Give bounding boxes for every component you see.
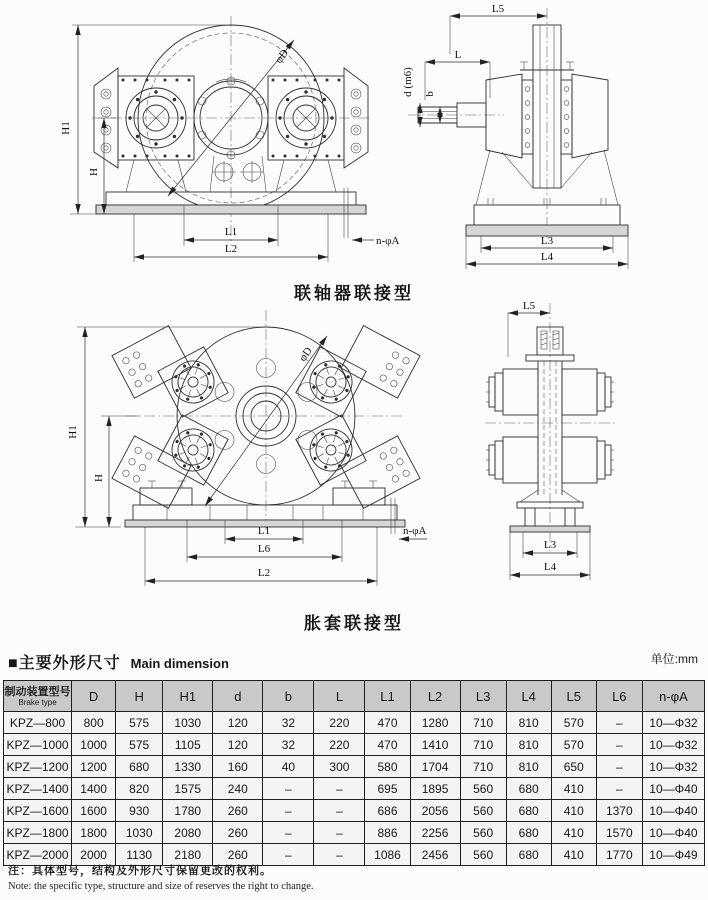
value-cell: 1400 xyxy=(72,778,116,800)
value-cell: 260 xyxy=(213,822,263,844)
dimension-phiD xyxy=(205,336,327,506)
sleeve-side-view-drawing xyxy=(455,295,670,605)
column-header: n-φA xyxy=(642,681,704,712)
value-cell: 1800 xyxy=(72,822,116,844)
value-cell: 1030 xyxy=(163,712,213,734)
value-cell: 1704 xyxy=(410,756,460,778)
value-cell: 1280 xyxy=(410,712,460,734)
model-header-en: Brake type xyxy=(18,697,57,707)
value-cell: 410 xyxy=(551,822,596,844)
b-label: b xyxy=(424,91,436,97)
H-label: H xyxy=(93,474,105,482)
value-cell: 680 xyxy=(506,800,551,822)
L-label: L xyxy=(454,49,462,61)
sleeve-figure-caption: 胀套联接型 xyxy=(304,614,404,633)
value-cell: 1130 xyxy=(116,844,163,866)
value-cell: 820 xyxy=(116,778,163,800)
value-cell: 2456 xyxy=(410,844,460,866)
L1-label: L1 xyxy=(224,226,238,238)
value-cell: 410 xyxy=(551,778,596,800)
value-cell: 570 xyxy=(551,734,596,756)
dimension-H1 xyxy=(67,327,261,527)
value-cell: 120 xyxy=(213,734,263,756)
model-column-header xyxy=(4,681,72,712)
column-header: L4 xyxy=(506,681,551,712)
value-cell: 930 xyxy=(116,800,163,822)
value-cell: – xyxy=(596,778,642,800)
disc-assembly xyxy=(125,310,403,530)
column-header: L xyxy=(314,681,365,712)
L4-label: L4 xyxy=(540,251,554,263)
value-cell: 1200 xyxy=(72,756,116,778)
value-cell: 260 xyxy=(213,800,263,822)
L1-label: L1 xyxy=(257,525,271,537)
model-cell: KPZ—1000 xyxy=(4,734,72,756)
dimension-n-phiA xyxy=(352,235,400,247)
model-cell: KPZ—1800 xyxy=(4,822,72,844)
section-title-zh: ■主要外形尺寸 xyxy=(8,655,121,672)
value-cell: 470 xyxy=(365,712,410,734)
value-cell: 2056 xyxy=(410,800,460,822)
value-cell: 1330 xyxy=(163,756,213,778)
section-header xyxy=(8,650,229,673)
column-header: L5 xyxy=(551,681,596,712)
value-cell: 300 xyxy=(314,756,365,778)
value-cell: 10—Φ32 xyxy=(642,734,704,756)
model-cell: KPZ—800 xyxy=(4,712,72,734)
value-cell: 260 xyxy=(213,844,263,866)
value-cell: 240 xyxy=(213,778,263,800)
value-cell: 220 xyxy=(314,734,365,756)
coupling-side-view-drawing xyxy=(402,0,702,272)
value-cell: 120 xyxy=(213,712,263,734)
value-cell: 10—Φ40 xyxy=(642,778,704,800)
L5-label: L5 xyxy=(491,3,505,15)
L2-label: L2 xyxy=(224,243,238,255)
table-row xyxy=(4,822,705,844)
footnotes xyxy=(8,862,314,892)
model-header-zh: 制动装置型号 xyxy=(4,685,71,698)
value-cell: 220 xyxy=(314,712,365,734)
note-zh: 注：具体型号，结构及外形尺寸保留更改的权利。 xyxy=(8,865,272,877)
model-cell: KPZ—2000 xyxy=(4,844,72,866)
value-cell: – xyxy=(263,800,314,822)
value-cell: 1770 xyxy=(596,844,642,866)
dimension-L5 xyxy=(450,3,547,54)
value-cell: 1370 xyxy=(596,800,642,822)
column-header: d xyxy=(213,681,263,712)
value-cell: 2000 xyxy=(72,844,116,866)
value-cell: 575 xyxy=(116,734,163,756)
dimension-d xyxy=(402,67,420,127)
L2-label: L2 xyxy=(257,567,271,579)
value-cell: 680 xyxy=(506,778,551,800)
table-header-row xyxy=(4,681,705,712)
value-cell: 710 xyxy=(460,756,506,778)
table-row xyxy=(4,800,705,822)
H1-label: H1 xyxy=(67,425,79,439)
H-label: H xyxy=(88,168,100,176)
value-cell: 2256 xyxy=(410,822,460,844)
L4-label: L4 xyxy=(543,561,557,573)
right-brake-actuator xyxy=(268,76,344,160)
value-cell: 800 xyxy=(72,712,116,734)
column-header: L1 xyxy=(365,681,410,712)
L3-label: L3 xyxy=(543,539,557,551)
model-cell: KPZ—1200 xyxy=(4,756,72,778)
model-cell: KPZ—1400 xyxy=(4,778,72,800)
column-header: D xyxy=(72,681,116,712)
value-cell: – xyxy=(314,844,365,866)
table-row xyxy=(4,712,705,734)
value-cell: 680 xyxy=(506,822,551,844)
value-cell: 1086 xyxy=(365,844,410,866)
column-header: L6 xyxy=(596,681,642,712)
value-cell: 1780 xyxy=(163,800,213,822)
value-cell: – xyxy=(263,844,314,866)
n-phiA-label: n-φA xyxy=(376,235,400,247)
value-cell: 560 xyxy=(460,778,506,800)
dimension-L5 xyxy=(508,300,550,357)
value-cell: 810 xyxy=(506,756,551,778)
value-cell: 32 xyxy=(263,734,314,756)
d-m6-label: d (m6) xyxy=(402,67,414,97)
value-cell: 580 xyxy=(365,756,410,778)
model-cell: KPZ—1600 xyxy=(4,800,72,822)
value-cell: – xyxy=(596,756,642,778)
value-cell: 1410 xyxy=(410,734,460,756)
note-en: Note: the specific type, structure and size of reserves the right to change. xyxy=(8,881,314,892)
table-row xyxy=(4,734,705,756)
value-cell: 1600 xyxy=(72,800,116,822)
column-header: H1 xyxy=(163,681,213,712)
value-cell: 2180 xyxy=(163,844,213,866)
L5-label: L5 xyxy=(522,300,536,312)
value-cell: 710 xyxy=(460,712,506,734)
value-cell: 410 xyxy=(551,844,596,866)
value-cell: 575 xyxy=(116,712,163,734)
value-cell: – xyxy=(314,778,365,800)
value-cell: 560 xyxy=(460,844,506,866)
shaft-column xyxy=(485,303,615,551)
value-cell: – xyxy=(314,822,365,844)
value-cell: 470 xyxy=(365,734,410,756)
phiD-label: φD xyxy=(272,47,292,66)
value-cell: 680 xyxy=(116,756,163,778)
left-brake-actuator xyxy=(118,76,194,160)
value-cell: – xyxy=(596,734,642,756)
phiD-label: φD xyxy=(296,345,315,364)
value-cell: 570 xyxy=(551,712,596,734)
value-cell: 160 xyxy=(213,756,263,778)
value-cell: 1570 xyxy=(596,822,642,844)
dimension-H xyxy=(88,118,116,214)
table-row xyxy=(4,778,705,800)
table-row xyxy=(4,756,705,778)
coupling-front-view-drawing xyxy=(56,6,408,271)
value-cell: – xyxy=(263,822,314,844)
value-cell: 560 xyxy=(460,800,506,822)
column-header: L3 xyxy=(460,681,506,712)
sleeve-front-view-drawing xyxy=(55,298,450,606)
value-cell: 1000 xyxy=(72,734,116,756)
value-cell: 695 xyxy=(365,778,410,800)
value-cell: 10—Φ32 xyxy=(642,712,704,734)
table-body xyxy=(4,712,705,866)
n-phiA-label: n-φA xyxy=(403,525,427,537)
L6-label: L6 xyxy=(257,543,271,555)
column-header: b xyxy=(263,681,314,712)
value-cell: 40 xyxy=(263,756,314,778)
value-cell: 10—Φ49 xyxy=(642,844,704,866)
dimension-n-phiA xyxy=(399,525,427,539)
unit-label: 单位:mm xyxy=(650,652,698,666)
value-cell: 32 xyxy=(263,712,314,734)
value-cell: 2080 xyxy=(163,822,213,844)
L3-label: L3 xyxy=(540,235,554,247)
value-cell: 1895 xyxy=(410,778,460,800)
value-cell: 810 xyxy=(506,712,551,734)
value-cell: – xyxy=(596,712,642,734)
value-cell: 810 xyxy=(506,734,551,756)
section-title-en: Main dimension xyxy=(130,656,229,671)
value-cell: 10—Φ32 xyxy=(642,756,704,778)
value-cell: 10—Φ40 xyxy=(642,800,704,822)
value-cell: 410 xyxy=(551,800,596,822)
value-cell: 560 xyxy=(460,822,506,844)
value-cell: 886 xyxy=(365,822,410,844)
column-header: L2 xyxy=(410,681,460,712)
coupling-figure-caption: 联轴器联接型 xyxy=(294,284,414,303)
value-cell: 1030 xyxy=(116,822,163,844)
main-dimension-table xyxy=(3,680,705,866)
value-cell: – xyxy=(263,778,314,800)
value-cell: 1105 xyxy=(163,734,213,756)
value-cell: – xyxy=(314,800,365,822)
value-cell: 10—Φ40 xyxy=(642,822,704,844)
H1-label: H1 xyxy=(60,121,72,135)
value-cell: 710 xyxy=(460,734,506,756)
column-header: H xyxy=(116,681,163,712)
value-cell: 650 xyxy=(551,756,596,778)
value-cell: 680 xyxy=(506,844,551,866)
value-cell: 1575 xyxy=(163,778,213,800)
value-cell: 686 xyxy=(365,800,410,822)
